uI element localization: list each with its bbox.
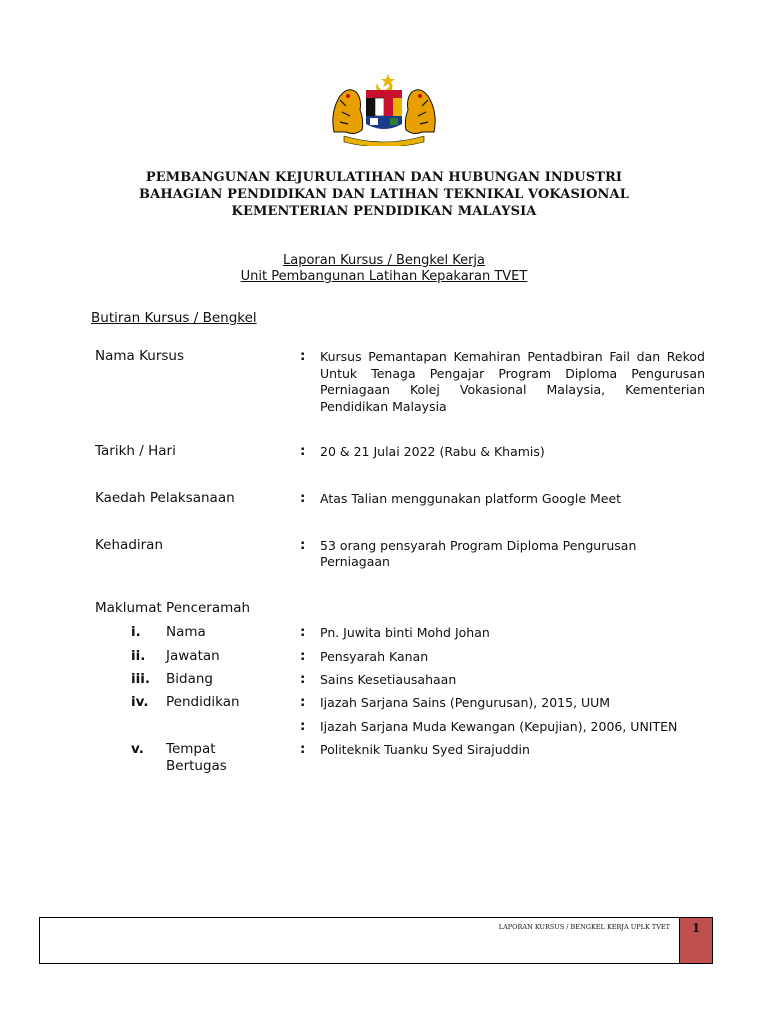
tarikh-label: Tarikh / Hari <box>95 443 176 459</box>
row-number: v. <box>131 741 144 757</box>
row-number: iv. <box>131 694 149 710</box>
header-line-1: PEMBANGUNAN KEJURULATIHAN DAN HUBUNGAN INDUSTRI <box>145 170 623 185</box>
kaedah-value: Atas Talian menggunakan platform Google Meet <box>320 491 622 506</box>
penceramah-nama-value: Pn. Juwita binti Mohd Johan <box>320 625 490 640</box>
colon: : <box>300 648 306 664</box>
penceramah-bidang-value: Sains Kesetiausahaan <box>320 672 457 687</box>
penceramah-pendidikan-value-2: Ijazah Sarjana Muda Kewangan (Kepujian), 2006, UNITEN <box>320 719 678 734</box>
penceramah-tempat-label-2: Bertugas <box>166 758 227 774</box>
kehadiran-value-line-2: Perniagaan <box>320 554 390 569</box>
report-unit: Unit Pembangunan Latihan Kepakaran TVET <box>240 269 528 284</box>
row-number: iii. <box>131 671 151 687</box>
colon: : <box>300 624 306 640</box>
kehadiran-value-line-1: 53 orang pensyarah Program Diploma Pengurusan <box>320 538 637 553</box>
kaedah-label: Kaedah Pelaksanaan <box>95 490 235 506</box>
nama-kursus-value: Kursus Pemantapan Kemahiran Pentadbiran Fail dan Rekod Untuk Tenaga Pengajar Program Diploma Pengurusan Perniagaan Kolej Vokasional Malaysia, Kementerian Pendidikan Malaysia <box>320 349 705 414</box>
section-title: Butiran Kursus / Bengkel <box>91 310 257 326</box>
row-number: i. <box>131 624 141 640</box>
page-number: 1 <box>679 917 713 964</box>
nama-kursus-label: Nama Kursus <box>95 348 184 364</box>
colon: : <box>300 348 306 364</box>
penceramah-tempat-label-1: Tempat <box>166 741 216 757</box>
penceramah-jawatan-label: Jawatan <box>166 648 220 664</box>
penceramah-bidang-label: Bidang <box>166 671 213 687</box>
penceramah-nama-label: Nama <box>166 624 206 640</box>
malaysia-coat-of-arms-icon <box>326 72 442 146</box>
colon: : <box>300 718 306 734</box>
kehadiran-label: Kehadiran <box>95 537 164 553</box>
header-line-3: KEMENTERIAN PENDIDIKAN MALAYSIA <box>231 204 537 219</box>
penceramah-pendidikan-value-1: Ijazah Sarjana Sains (Pengurusan), 2015, UUM <box>320 695 611 710</box>
row-number: ii. <box>131 648 146 664</box>
penceramah-tempat-value: Politeknik Tuanku Syed Sirajuddin <box>320 742 530 757</box>
footer-text: LAPORAN KURSUS / BENGKEL KERJA UPLK TVET <box>498 923 670 931</box>
page-footer <box>39 917 713 964</box>
penceramah-heading: Maklumat Penceramah <box>95 600 251 616</box>
penceramah-pendidikan-label: Pendidikan <box>166 694 240 710</box>
penceramah-jawatan-value: Pensyarah Kanan <box>320 649 429 664</box>
header-line-2: BAHAGIAN PENDIDIKAN DAN LATIHAN TEKNIKAL VOKASIONAL <box>139 187 629 202</box>
colon: : <box>300 671 306 687</box>
colon: : <box>300 537 306 553</box>
report-title: Laporan Kursus / Bengkel Kerja <box>282 253 485 268</box>
colon: : <box>300 443 306 459</box>
colon: : <box>300 694 306 710</box>
tarikh-value: 20 & 21 Julai 2022 (Rabu & Khamis) <box>320 444 545 459</box>
colon: : <box>300 741 306 757</box>
colon: : <box>300 490 306 506</box>
